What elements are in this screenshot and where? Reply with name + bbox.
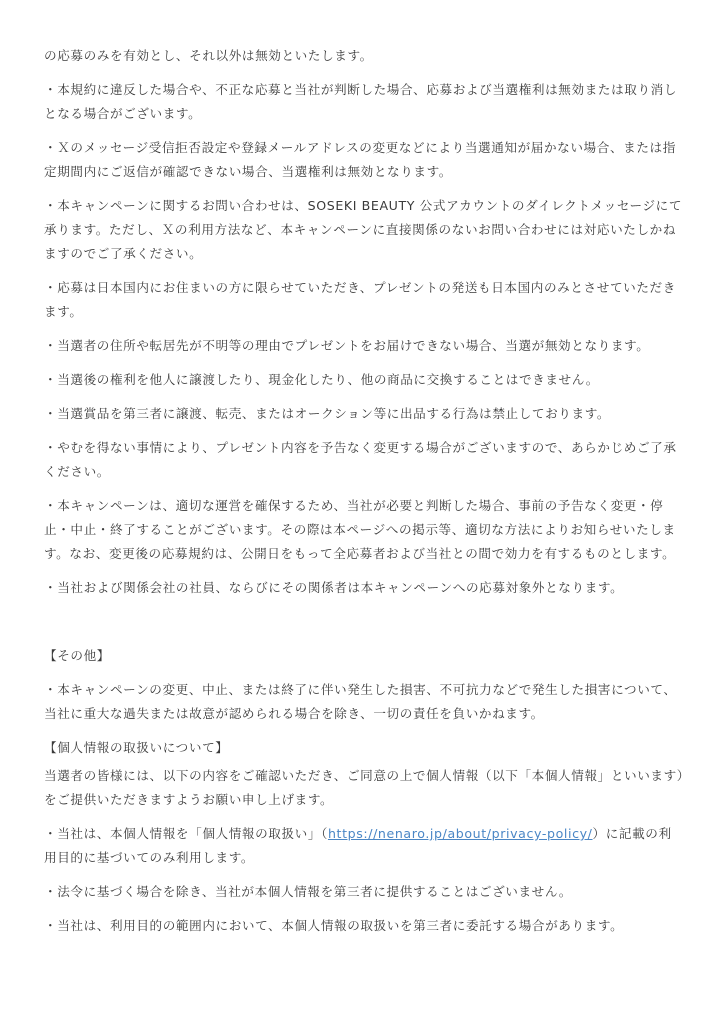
paragraph-outsourcing: ・当社は、利用目的の範囲内において、本個人情報の取扱いを第三者に委託する場合があります。	[44, 918, 624, 933]
paragraph-domestic-only: ・応募は日本国内にお住まいの方に限らせていただき、プレゼントの発送も日本国内のみとさせていただきます。	[44, 280, 676, 319]
heading-other: 【その他】	[44, 648, 110, 663]
section-spacer	[44, 610, 684, 644]
privacy-policy-link[interactable]: https://nenaro.jp/about/privacy-policy/	[327, 826, 593, 841]
paragraph-employees-excluded: ・当社および関係会社の社員、ならびにその関係者は本キャンペーンへの応募対象外となります。	[44, 580, 624, 595]
paragraph-notification: ・Ｘのメッセージ受信拒否設定や登録メールアドレスの変更などにより当選通知が届かない場合、または指定期間内にご返信が確認できない場合、当選権利は無効となります。	[44, 140, 676, 179]
paragraph-privacy-purpose	[44, 822, 684, 870]
terms-document	[44, 44, 684, 948]
paragraph-violation: ・本規約に違反した場合や、不正な応募と当社が判断した場合、応募および当選権利は無効または取り消しとなる場合がございます。	[44, 82, 678, 121]
heading-privacy: 【個人情報の取扱いについて】	[44, 740, 229, 755]
paragraph-campaign-change: ・本キャンペーンは、適切な運営を確保するため、当社が必要と判断した場合、事前の予告なく変更・停止・中止・終了することがございます。その際は本ページへの掲示等、適切な方法によりお知らせいたします。なお、変更後の応募規約は、公開日をもって全応募者および当社との間で効力を有するものとします。	[44, 498, 676, 561]
paragraph-valid-entry: の応募のみを有効とし、それ以外は無効といたします。	[44, 48, 373, 63]
paragraph-inquiry: ・本キャンペーンに関するお問い合わせは、SOSEKI BEAUTY 公式アカウントのダイレクトメッセージにて承ります。ただし、Ｘの利用方法など、本キャンペーンに直接関係のないお問い合わせには対応いたしかねますのでご了承ください。	[44, 198, 683, 261]
paragraph-liability: ・本キャンペーンの変更、中止、または終了に伴い発生した損害、不可抗力などで発生した損害について、当社に重大な過失または故意が認められる場合を除き、一切の責任を負いかねます。	[44, 682, 677, 721]
privacy-purpose-prefix: ・当社は、本個人情報を「個人情報の取扱い」（	[44, 826, 328, 841]
paragraph-no-resale: ・当選賞品を第三者に譲渡、転売、またはオークション等に出品する行為は禁止しております。	[44, 406, 611, 421]
paragraph-undeliverable: ・当選者の住所や転居先が不明等の理由でプレゼントをお届けできない場合、当選が無効となります。	[44, 338, 650, 353]
privacy-purpose-suffix: ）に記載の利用目的に基づいてのみ利用します。	[44, 826, 672, 865]
paragraph-content-change: ・やむを得ない事情により、プレゼント内容を予告なく変更する場合がございますので、あらかじめご了承ください。	[44, 440, 677, 479]
paragraph-privacy-intro: 当選者の皆様には、以下の内容をご確認いただき、ご同意の上で個人情報（以下「本個人情報」といいます）をご提供いただきますようお願い申し上げます。	[44, 768, 684, 807]
paragraph-no-transfer: ・当選後の権利を他人に譲渡したり、現金化したり、他の商品に交換することはできません。	[44, 372, 599, 387]
paragraph-no-third-party: ・法令に基づく場合を除き、当社が本個人情報を第三者に提供することはございません。	[44, 884, 573, 899]
